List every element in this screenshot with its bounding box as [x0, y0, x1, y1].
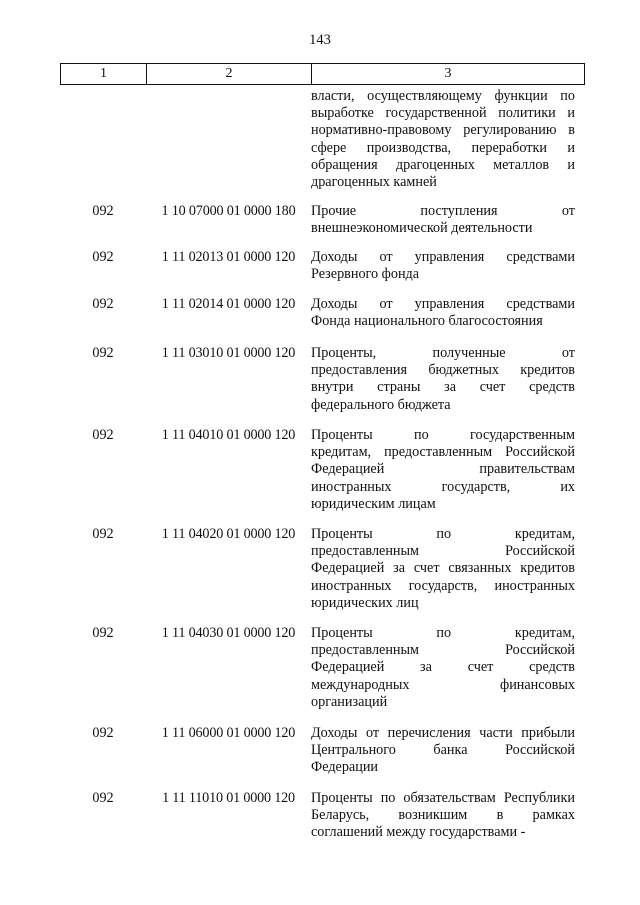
description-line: Доходы от перечисления части прибыли [311, 725, 575, 741]
revenue-description [311, 625, 575, 711]
budget-classification-code: 1 11 02014 01 0000 120 [161, 296, 296, 312]
description-line: Проценты по государственным [311, 427, 575, 443]
description-line: иностранных государств, иностранных [311, 577, 575, 594]
description-line: Центрального банка Российской [311, 742, 575, 759]
description-line: Федерацией за счет средств [311, 659, 575, 676]
header-col-1: 1 [61, 64, 147, 84]
page-number: 143 [309, 32, 331, 48]
admin-code: 092 [92, 345, 114, 361]
description-line: Проценты по обязательствам Республики [311, 790, 575, 806]
description-line: власти, осуществляющему функции по [311, 88, 575, 104]
budget-classification-code: 1 11 02013 01 0000 120 [161, 249, 296, 265]
description-line: юридическим лицам [311, 495, 436, 512]
admin-code: 092 [92, 526, 114, 542]
description-line: выработке государственной политики и [311, 105, 575, 122]
description-line: кредитам, предоставленным Российской [311, 444, 575, 461]
revenue-description [311, 296, 575, 330]
description-line: Федерации [311, 759, 379, 776]
description-line: юридических лиц [311, 594, 419, 611]
revenue-description [311, 790, 575, 842]
description-line: федерального бюджета [311, 396, 451, 413]
admin-code: 092 [92, 427, 114, 443]
admin-code: 092 [92, 625, 114, 641]
revenue-description [311, 249, 575, 283]
header-col-2: 2 [147, 64, 312, 84]
description-line: обращения драгоценных металлов и [311, 156, 575, 173]
description-line: предоставленным Российской [311, 642, 575, 659]
budget-classification-code: 1 11 04010 01 0000 120 [161, 427, 296, 443]
description-line: Фонда национального благосостояния [311, 313, 543, 330]
admin-code: 092 [92, 203, 114, 219]
admin-code: 092 [92, 790, 114, 806]
description-line: Федерацией за счет связанных кредитов [311, 560, 575, 577]
description-line: драгоценных камней [311, 174, 437, 191]
description-line: Проценты, полученные от [311, 345, 575, 361]
revenue-description [311, 88, 575, 191]
admin-code: 092 [92, 249, 114, 265]
admin-code: 092 [92, 725, 114, 741]
revenue-description [311, 345, 575, 414]
description-line: организаций [311, 693, 388, 710]
description-line: внутри страны за счет средств [311, 379, 575, 396]
description-line: предоставления бюджетных кредитов [311, 362, 575, 379]
revenue-description [311, 526, 575, 612]
description-line: внешнеэкономической деятельности [311, 220, 533, 237]
description-line: международных финансовых [311, 676, 575, 693]
budget-classification-code: 1 11 11010 01 0000 120 [162, 790, 295, 806]
description-line: Федерацией правительствам [311, 461, 575, 478]
description-line: Проценты по кредитам, [311, 526, 575, 542]
table-header [60, 63, 585, 85]
description-line: соглашений между государствами - [311, 824, 526, 841]
description-line: сфере производства, переработки и [311, 139, 575, 156]
admin-code: 092 [92, 296, 114, 312]
description-line: Доходы от управления средствами [311, 249, 575, 265]
budget-classification-code: 1 10 07000 01 0000 180 [161, 203, 296, 219]
budget-classification-code: 1 11 06000 01 0000 120 [161, 725, 296, 741]
description-line: нормативно-правовому регулированию в [311, 122, 575, 139]
revenue-description [311, 427, 575, 513]
description-line: Доходы от управления средствами [311, 296, 575, 312]
description-line: Прочие поступления от [311, 203, 575, 219]
description-line: иностранных государств, их [311, 478, 575, 495]
revenue-description [311, 203, 575, 237]
revenue-description [311, 725, 575, 777]
description-line: Резервного фонда [311, 266, 420, 283]
description-line: предоставленным Российской [311, 543, 575, 560]
budget-classification-code: 1 11 04030 01 0000 120 [161, 625, 296, 641]
description-line: Беларусь, возникшим в рамках [311, 807, 575, 824]
header-col-3: 3 [444, 66, 452, 82]
description-line: Проценты по кредитам, [311, 625, 575, 641]
budget-classification-code: 1 11 04020 01 0000 120 [161, 526, 296, 542]
budget-classification-code: 1 11 03010 01 0000 120 [161, 345, 296, 361]
